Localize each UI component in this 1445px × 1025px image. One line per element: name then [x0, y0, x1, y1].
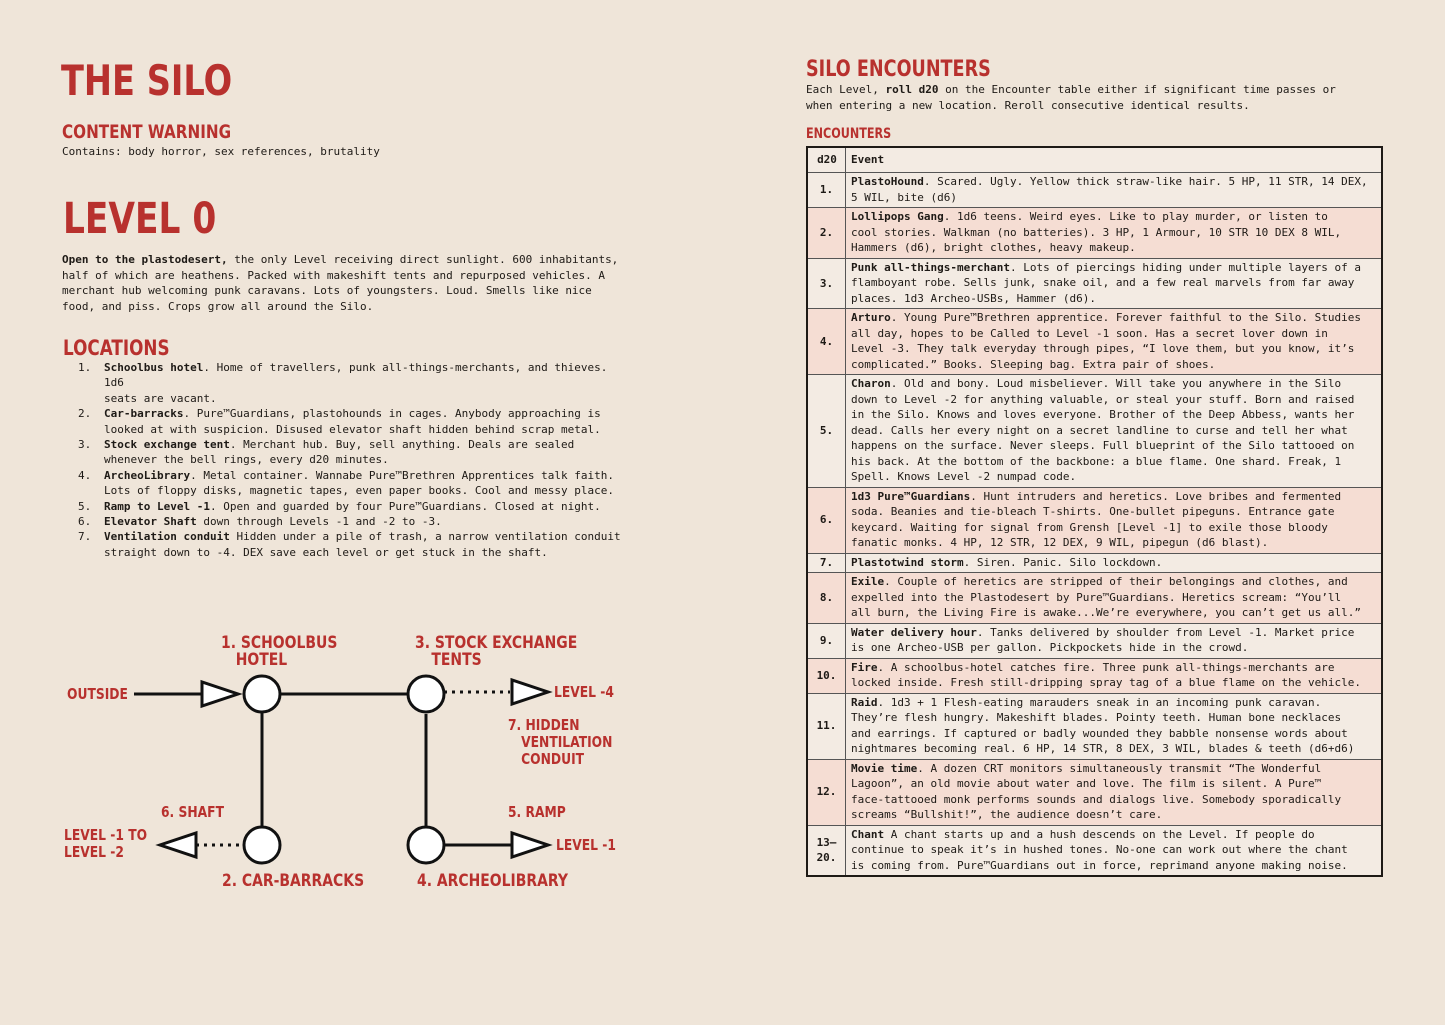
roll-number: 13–20. [807, 825, 846, 876]
event-name: Fire [851, 660, 878, 674]
event-cell [846, 573, 1383, 624]
event-name: Movie time [851, 761, 918, 775]
event-cell [846, 693, 1383, 759]
arrow-level-1 [512, 833, 548, 857]
arrow-shaft [160, 833, 196, 857]
location-item: 7. Ventilation conduit Hidden under a pile of trash, a narrow ventilation conduit straight down to -4. DEX save each level or get stuck in the shaft. [78, 530, 621, 559]
event-text: . Hunt intruders and heretics. Love bribes and fermented [970, 489, 1342, 503]
event-cell [846, 258, 1383, 309]
event-text: A chant starts up and a hush descends on the Level. If people do [884, 827, 1315, 841]
event-cell [846, 623, 1383, 658]
event-text: places. 1d3 Archeo-USBs, Hammer (d6). [851, 291, 1097, 305]
event-text: They’re flesh hungry. Makeshift blades. Pointy teeth. Human bone necklaces [851, 711, 1342, 724]
table-row [807, 825, 1382, 876]
event-text: flamboyant robe. Sells junk, snake oil, and a few real marvels from far away [851, 276, 1355, 289]
event-name: 1d3 Pure™Guardians [851, 489, 971, 503]
locations-list [62, 360, 632, 560]
event-name: Chant [851, 827, 885, 841]
location-item: 4. ArcheoLibrary. Metal container. Wannabe Pure™Brethren Apprentices talk faith. Lots of floppy disks, magnetic tapes, even paper books. Cool and messy place. [78, 468, 614, 498]
roll-number: 3. [807, 258, 846, 309]
encounter-table [806, 146, 1383, 877]
table-row [807, 208, 1382, 259]
event-text: happens on the surface. Never sleeps. Full blueprint of the Silo tattooed on [851, 439, 1355, 452]
label-archeolibrary: 4. ARCHEOLIBRARY [417, 871, 568, 891]
location-item: 1. Schoolbus hotel. Home of travellers, punk all-things-merchants, and thieves. 1d6 seats are vacant. [78, 361, 608, 405]
event-name: Raid [851, 695, 878, 709]
node-stock-exchange [408, 676, 444, 712]
roll-number: 5. [807, 375, 846, 488]
roll-number: 6. [807, 487, 846, 553]
table-row [807, 258, 1382, 309]
intro-line: merchant hub welcoming punk caravans. Lots of youngsters. Loud. Smells like nice [62, 284, 592, 297]
label-level-1: LEVEL -1 [556, 836, 616, 854]
event-text: is one Archeo-USB per gallon. Pickpockets hide in the crowd. [851, 641, 1249, 654]
event-text: screams “Bullshit!”, the audience doesn’t care. [851, 808, 1163, 821]
roll-number: 9. [807, 623, 846, 658]
event-name: Charon [851, 377, 891, 390]
label-shaft: 6. SHAFT [161, 803, 224, 821]
event-text: . 1d6 teens. Weird eyes. Like to play murder, or listen to [943, 210, 1328, 223]
table-header-row [807, 147, 1382, 173]
location-item: 6. Elevator Shaft down through Levels -1 and -2 to -3. [78, 515, 442, 529]
event-text: fanatic monks. 4 HP, 12 STR, 12 DEX, 9 WIL, pipegun (d6 blast). [851, 536, 1269, 549]
table-row [807, 623, 1382, 658]
event-text: . 1d3 + 1 Flesh-eating marauders sneak in an incoming punk caravan. [877, 695, 1322, 709]
table-row [807, 573, 1382, 624]
event-text: face-tattooed monk performs sounds and dialogs live. Somebody sporadically [851, 792, 1342, 806]
event-name: PlastoHound [851, 175, 924, 188]
event-text: . A schoolbus-hotel catches fire. Three punk all-things-merchants are [877, 660, 1335, 674]
event-name: Water delivery hour [851, 625, 977, 639]
event-name: Exile [851, 575, 885, 588]
roll-number: 2. [807, 208, 846, 259]
event-cell [846, 553, 1383, 573]
event-cell [846, 487, 1383, 553]
event-text: is coming from. Pure™Guardians out in force, reprimand anyone making noise. [851, 858, 1348, 872]
event-text: his back. At the bottom of the backbone: a blue flame. One shard. Freak, 1 [851, 454, 1342, 468]
label-ramp: 5. RAMP [508, 803, 566, 821]
table-row [807, 658, 1382, 693]
event-text: soda. Beanies and tie-bleach T-shirts. One-bullet pipeguns. Entrance gate [851, 505, 1335, 518]
event-name: Lollipops Gang [851, 210, 944, 223]
event-cell [846, 658, 1383, 693]
event-cell [846, 825, 1383, 876]
event-text: all burn, the Living Fire is awake...We’re everywhere, you can’t get us all.” [851, 606, 1361, 619]
roll-number: 4. [807, 309, 846, 375]
intro-line: food, and piss. Crops grow all around the Silo. [62, 299, 374, 313]
event-text: nightmares becoming real. 6 HP, 14 STR, 8 DEX, 3 WIL, blades & teeth (d6+d6) [851, 742, 1355, 755]
intro-line: the only Level receiving direct sunlight. 600 inhabitants, [227, 253, 619, 266]
roll-number: 11. [807, 693, 846, 759]
event-cell [846, 173, 1383, 208]
event-text: Level -3. They talk everyday through pipes, “I love them, but you know, it’s [851, 342, 1355, 355]
event-text: Spell. Knows Level -2 numpad code. [851, 470, 1077, 483]
event-text: 5 WIL, bite (d6) [851, 190, 957, 204]
event-cell [846, 375, 1383, 488]
roll-number: 10. [807, 658, 846, 693]
event-text: . Young Pure™Brethren apprentice. Forever faithful to the Silo. Studies [890, 311, 1361, 324]
label-level-1-to-2: LEVEL -1 TO LEVEL -2 [64, 826, 148, 861]
event-text: . Old and bony. Loud misbeliever. Will take you anywhere in the Silo [890, 377, 1342, 390]
event-text: locked inside. Fresh still-dripping spray tag of a blue flame on the vehicle. [851, 676, 1361, 689]
event-text: continue to speak it’s in hushed tones. No-one can work out where the chant [851, 843, 1348, 856]
node-car-barracks [244, 827, 280, 863]
event-text: Lagoon”, an old movie about water and love. The film is silent. A Pure™ [851, 777, 1322, 790]
arrow-level-4 [512, 680, 548, 704]
table-row [807, 375, 1382, 488]
event-text: . Siren. Panic. Silo lockdown. [963, 555, 1163, 569]
encounters-intro: Each Level, roll d20 on the Encounter table either if significant time passes or when entering a new location. Reroll consecutive identical results. [806, 83, 1336, 112]
event-cell [846, 309, 1383, 375]
label-car-barracks: 2. CAR-BARRACKS [222, 871, 365, 891]
location-item: 5. Ramp to Level -1. Open and guarded by four Pure™Guardians. Closed at night. [78, 499, 601, 513]
event-text: . Couple of heretics are stripped of their belongings and clothes, and [884, 575, 1348, 588]
level-intro [62, 252, 662, 314]
event-name: Plastotwind storm [851, 555, 964, 569]
event-text: . Lots of piercings hiding under multiple layers of a [1009, 260, 1361, 274]
event-text: keycard. Waiting for signal from Grensh [Level -1] to exile those bloody [851, 520, 1328, 534]
level-heading: LEVEL 0 [63, 194, 217, 244]
event-text: complicated.” Books. Sleeping bag. Extra pair of shoes. [851, 357, 1216, 371]
event-text: and earrings. If captured or badly wounded they babble nonsense words about [851, 726, 1348, 740]
roll-number: 12. [807, 759, 846, 825]
label-outside: OUTSIDE [67, 685, 128, 703]
page-title: THE SILO [61, 56, 233, 105]
event-cell [846, 759, 1383, 825]
encounters-table-heading: ENCOUNTERS [806, 126, 892, 142]
event-text: cool stories. Walkman (no batteries). 3 HP, 1 Armour, 10 STR 10 DEX 8 WIL, [851, 225, 1342, 239]
event-text: . Scared. Ugly. Yellow thick straw-like hair. 5 HP, 11 STR, 14 DEX, [923, 175, 1368, 188]
locations-heading: LOCATIONS [63, 336, 170, 360]
event-text: in the Silo. Knows and loves everyone. Brother of the Deep Abbess, wants her [851, 408, 1355, 421]
table-row [807, 553, 1382, 573]
event-name: Punk all-things-merchant [851, 260, 1010, 274]
event-text: all day, hopes to be Called to Level -1 soon. Has a secret lover down in [851, 326, 1328, 340]
roll-number: 7. [807, 553, 846, 573]
node-archeolibrary [408, 827, 444, 863]
intro-bold: Open to the plastodesert, [62, 253, 228, 266]
content-warning-text: Contains: body horror, sex references, brutality [62, 145, 380, 158]
event-text: . Tanks delivered by shoulder from Level -1. Market price [976, 625, 1355, 639]
event-name: Arturo [851, 311, 891, 324]
label-schoolbus: 1. SCHOOLBUS HOTEL [221, 633, 338, 670]
label-level-4: LEVEL -4 [554, 683, 614, 701]
column-header-d20: d20 [807, 147, 846, 173]
intro-line: half of which are heathens. Packed with makeshift tents and repurposed vehicles. A [62, 268, 606, 282]
arrow-outside [202, 682, 238, 706]
table-row [807, 487, 1382, 553]
table-row [807, 173, 1382, 208]
event-text: expelled into the Plastodesert by Pure™Guardians. Heretics scream: “You’ll [851, 590, 1342, 604]
table-row [807, 693, 1382, 759]
event-text: down to Level -2 for anything valuable, or steal your stuff. Born and raised [851, 392, 1355, 406]
event-text: . A dozen CRT monitors simultaneously transmit “The Wonderful [917, 761, 1322, 775]
roll-number: 8. [807, 573, 846, 624]
table-row [807, 309, 1382, 375]
node-schoolbus-hotel [244, 676, 280, 712]
location-item: 3. Stock exchange tent. Merchant hub. Buy, sell anything. Deals are sealed whenever the bell rings, every d20 minutes. [78, 438, 575, 467]
table-row [807, 759, 1382, 825]
event-cell [846, 208, 1383, 259]
content-warning-heading: CONTENT WARNING [62, 121, 232, 143]
location-item: 2. Car-barracks. Pure™Guardians, plastohounds in cages. Anybody approaching is looked at with suspicion. Disused elevator shaft hidden behind scrap metal. [78, 407, 601, 436]
label-hidden-conduit: 7. HIDDEN VENTILATION CONDUIT [508, 716, 613, 768]
column-header-event: Event [846, 147, 1383, 173]
roll-number: 1. [807, 173, 846, 208]
encounters-title: SILO ENCOUNTERS [806, 57, 991, 82]
event-text: Hammers (d6), bright clothes, heavy makeup. [851, 241, 1136, 254]
label-stock-exchange: 3. STOCK EXCHANGE TENTS [415, 633, 578, 670]
event-text: dead. Calls her every night on a secret landline to curse and tell her what [851, 423, 1348, 437]
